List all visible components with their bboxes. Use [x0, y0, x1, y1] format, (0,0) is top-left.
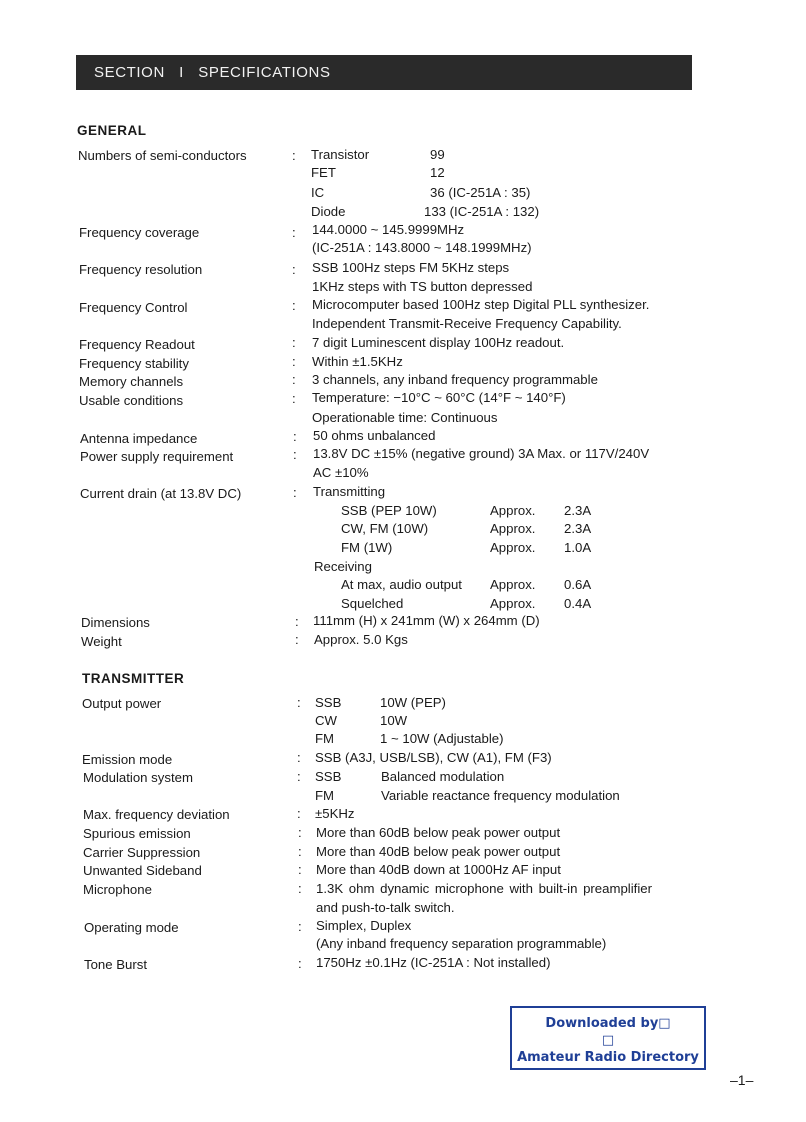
max-deviation-value: ±5KHz [315, 806, 355, 821]
drain-ssb-approx: Approx. [490, 503, 536, 518]
section-title: SECTION I SPECIFICATIONS [94, 64, 331, 81]
fet-name: FET [311, 165, 336, 180]
frequency-coverage-line2: (IC-251A : 143.8000 ~ 148.1999MHz) [312, 240, 532, 255]
frequency-resolution-line1: SSB 100Hz steps FM 5KHz steps [312, 260, 510, 275]
ic-count: 36 (IC-251A : 35) [430, 185, 531, 200]
colon: : [298, 825, 302, 840]
colon: : [295, 614, 299, 629]
dimensions-value: 111mm (H) x 241mm (W) x 264mm (D) [313, 613, 540, 628]
max-deviation-label: Max. frequency deviation [83, 807, 230, 822]
frequency-stability-value: Within ±1.5KHz [312, 354, 403, 369]
carrier-suppression-value: More than 40dB below peak power output [316, 844, 561, 859]
colon: : [297, 769, 301, 784]
frequency-readout-value: 7 digit Luminescent display 100Hz readout. [312, 335, 565, 350]
colon: : [297, 806, 301, 821]
frequency-stability-label: Frequency stability [79, 356, 189, 371]
frequency-control-label: Frequency Control [79, 300, 188, 315]
diode-count: 133 (IC-251A : 132) [424, 204, 540, 219]
modulation-fm-mode: FM [315, 788, 335, 803]
modulation-ssb-mode: SSB [315, 769, 342, 784]
frequency-control-line1: Microcomputer based 100Hz step Digital PLL synthesizer. [312, 297, 650, 312]
diode-name: Diode [311, 204, 346, 219]
drain-fm1w-mode: FM (1W) [341, 540, 393, 555]
output-cw-value: 10W [380, 713, 408, 728]
colon: : [292, 262, 296, 277]
drain-maxaudio-mode: At max, audio output [341, 577, 462, 592]
drain-maxaudio-value: 0.6A [564, 577, 592, 592]
memory-channels-label: Memory channels [79, 374, 184, 389]
colon: : [292, 372, 296, 387]
colon: : [292, 391, 296, 406]
colon: : [298, 881, 302, 896]
colon: : [295, 632, 299, 647]
ic-name: IC [311, 185, 325, 200]
carrier-suppression-label: Carrier Suppression [83, 845, 201, 860]
colon: : [292, 354, 296, 369]
memory-channels-value: 3 channels, any inband frequency programmable [312, 372, 598, 387]
unwanted-sideband-label: Unwanted Sideband [83, 863, 202, 878]
spurious-emission-label: Spurious emission [83, 826, 191, 841]
usable-conditions-label: Usable conditions [79, 393, 184, 408]
modulation-fm-value: Variable reactance frequency modulation [381, 788, 620, 803]
semiconductors-label: Numbers of semi-conductors [78, 148, 247, 163]
power-supply-label: Power supply requirement [80, 449, 234, 464]
emission-mode-label: Emission mode [82, 752, 173, 767]
colon: : [297, 750, 301, 765]
drain-cwfm-mode: CW, FM (10W) [341, 521, 429, 536]
frequency-readout-label: Frequency Readout [79, 337, 195, 352]
colon: : [297, 695, 301, 710]
power-supply-line2: AC ±10% [313, 465, 369, 480]
frequency-resolution-label: Frequency resolution [79, 262, 203, 277]
frequency-coverage-line1: 144.0000 ~ 145.9999MHz [312, 222, 465, 237]
tone-burst-label: Tone Burst [84, 957, 148, 972]
drain-ssb-value: 2.3A [564, 503, 592, 518]
dimensions-label: Dimensions [81, 615, 150, 630]
drain-fm1w-value: 1.0A [564, 540, 592, 555]
fet-count: 12 [430, 165, 445, 180]
output-cw-mode: CW [315, 713, 337, 728]
colon: : [298, 844, 302, 859]
microphone-line1: 1.3K ohm dynamic microphone with built-in preamplifier [316, 881, 652, 896]
drain-ssb-mode: SSB (PEP 10W) [341, 503, 437, 518]
colon: : [292, 148, 296, 163]
colon: : [293, 447, 297, 462]
operating-mode-label: Operating mode [84, 920, 179, 935]
output-ssb-value: 10W (PEP) [380, 695, 446, 710]
section-header-bar [76, 55, 692, 90]
usable-conditions-line2: Operationable time: Continuous [312, 410, 498, 425]
colon: : [298, 956, 302, 971]
transmitting-label: Transmitting [313, 484, 386, 499]
modulation-ssb-value: Balanced modulation [381, 769, 505, 784]
output-fm-value: 1 ~ 10W (Adjustable) [380, 731, 504, 746]
general-heading: GENERAL [77, 123, 147, 138]
emission-mode-value: SSB (A3J, USB/LSB), CW (A1), FM (F3) [315, 750, 552, 765]
colon: : [298, 862, 302, 877]
banner-line3: Amateur Radio Directory [517, 1050, 699, 1065]
banner-line2: □ [601, 1033, 615, 1048]
colon: : [293, 485, 297, 500]
transmitter-heading: TRANSMITTER [82, 671, 185, 686]
drain-squelched-value: 0.4A [564, 596, 592, 611]
output-power-label: Output power [82, 696, 162, 711]
unwanted-sideband-value: More than 40dB down at 1000Hz AF input [316, 862, 561, 877]
power-supply-line1: 13.8V DC ±15% (negative ground) 3A Max. or 117V/240V [313, 446, 650, 461]
colon: : [292, 225, 296, 240]
output-fm-mode: FM [315, 731, 335, 746]
drain-squelched-mode: Squelched [341, 596, 404, 611]
tone-burst-value: 1750Hz ±0.1Hz (IC-251A : Not installed) [316, 955, 551, 970]
transistor-name: Transistor [311, 147, 370, 162]
microphone-line2: and push-to-talk switch. [316, 900, 455, 915]
weight-label: Weight [81, 634, 122, 649]
frequency-coverage-label: Frequency coverage [79, 225, 200, 240]
antenna-impedance-value: 50 ohms unbalanced [313, 428, 436, 443]
download-banner [510, 1006, 706, 1070]
drain-cwfm-approx: Approx. [490, 521, 536, 536]
colon: : [298, 919, 302, 934]
colon: : [292, 298, 296, 313]
frequency-control-line2: Independent Transmit-Receive Frequency Capability. [312, 316, 622, 331]
antenna-impedance-label: Antenna impedance [80, 431, 198, 446]
frequency-resolution-line2: 1KHz steps with TS button depressed [312, 279, 533, 294]
banner-line1: Downloaded by□ [545, 1016, 671, 1031]
spurious-emission-value: More than 60dB below peak power output [316, 825, 561, 840]
current-drain-label: Current drain (at 13.8V DC) [80, 486, 242, 501]
drain-squelched-approx: Approx. [490, 596, 536, 611]
drain-cwfm-value: 2.3A [564, 521, 592, 536]
microphone-label: Microphone [83, 882, 152, 897]
colon: : [293, 429, 297, 444]
operating-mode-line2: (Any inband frequency separation programmable) [316, 936, 607, 951]
page-number: –1– [730, 1072, 754, 1088]
transistor-count: 99 [430, 147, 445, 162]
drain-fm1w-approx: Approx. [490, 540, 536, 555]
operating-mode-line1: Simplex, Duplex [316, 918, 412, 933]
colon: : [292, 335, 296, 350]
drain-maxaudio-approx: Approx. [490, 577, 536, 592]
usable-conditions-line1: Temperature: −10°C ~ 60°C (14°F ~ 140°F) [312, 390, 566, 405]
receiving-label: Receiving [314, 559, 372, 574]
modulation-system-label: Modulation system [83, 770, 193, 785]
output-ssb-mode: SSB [315, 695, 342, 710]
weight-value: Approx. 5.0 Kgs [314, 632, 408, 647]
